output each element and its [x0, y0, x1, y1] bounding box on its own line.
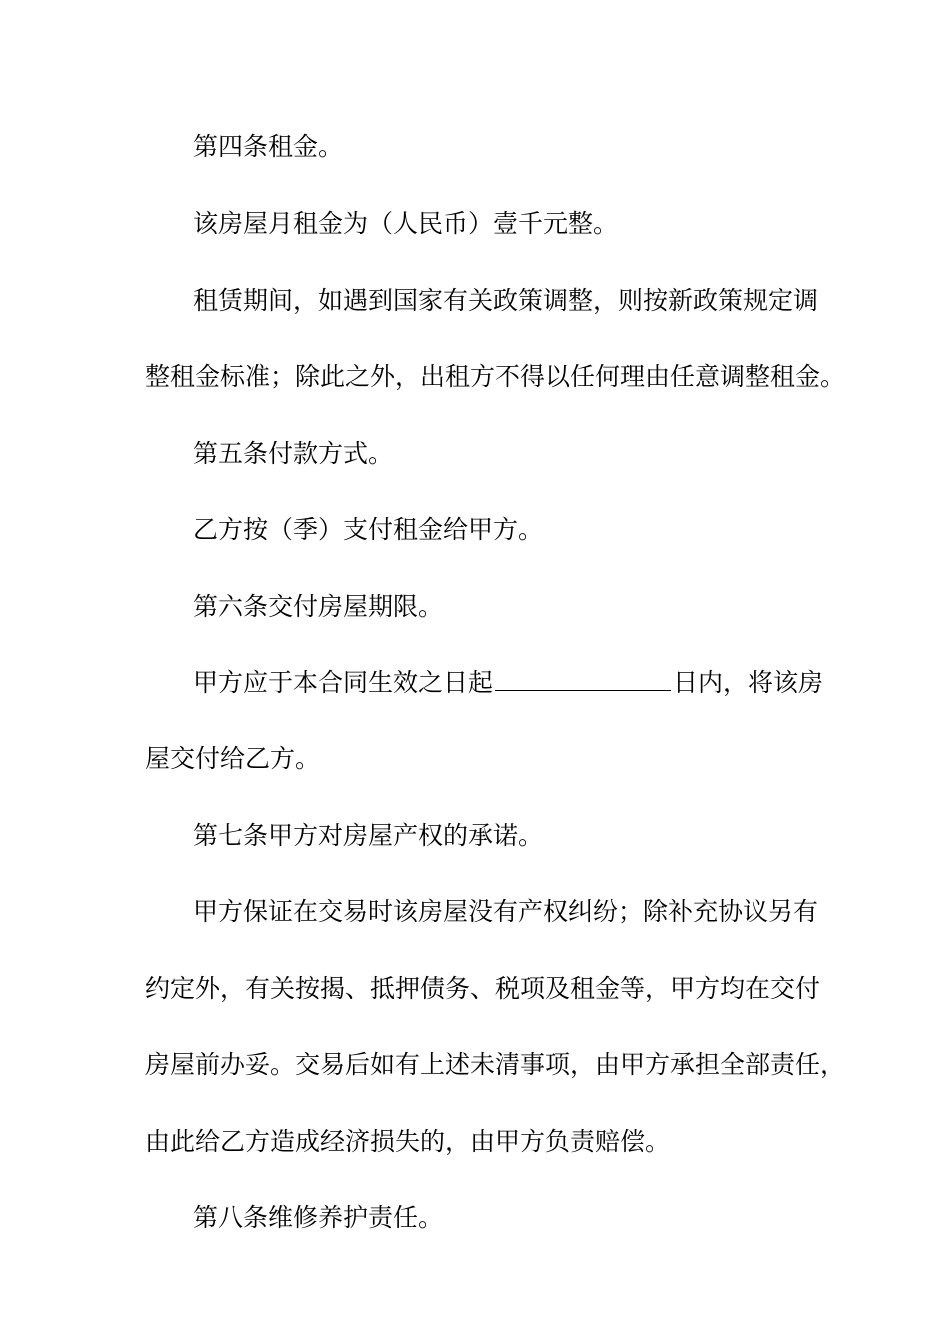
article-5-heading: 第五条付款方式。	[193, 439, 394, 468]
article-6-text-before-blank: 甲方应于本合同生效之日起	[193, 668, 494, 697]
article-4-rent-amount: 该房屋月租金为（人民币）壹千元整。	[193, 209, 619, 238]
article-7-paragraph-line-2: 约定外，有关按揭、抵押债务、税项及租金等，甲方均在交付	[145, 974, 821, 1003]
article-4-paragraph-line-2: 整租金标准；除此之外，出租方不得以任何理由任意调整租金。	[145, 362, 846, 391]
article-5-payment-text: 乙方按（季）支付租金给甲方。	[193, 515, 544, 544]
article-6-paragraph-line-2: 屋交付给乙方。	[145, 744, 321, 773]
article-6-heading: 第六条交付房屋期限。	[193, 592, 444, 621]
article-4-paragraph-line-1: 租赁期间，如遇到国家有关政策调整，则按新政策规定调	[193, 286, 819, 315]
days-blank-field	[495, 664, 671, 691]
article-7-heading: 第七条甲方对房屋产权的承诺。	[193, 821, 544, 850]
article-7-paragraph-line-1: 甲方保证在交易时该房屋没有产权纠纷；除补充协议另有	[193, 897, 819, 926]
article-7-paragraph-line-3: 房屋前办妥。交易后如有上述未清事项，由甲方承担全部责任，	[145, 1050, 846, 1079]
article-6-text-after-blank: 日内，将该房	[673, 668, 824, 697]
article-4-heading: 第四条租金。	[193, 132, 344, 161]
article-6-paragraph-line-1	[193, 663, 823, 703]
article-7-paragraph-line-4: 由此给乙方造成经济损失的，由甲方负责赔偿。	[145, 1127, 671, 1156]
article-8-heading: 第八条维修养护责任。	[193, 1203, 444, 1232]
